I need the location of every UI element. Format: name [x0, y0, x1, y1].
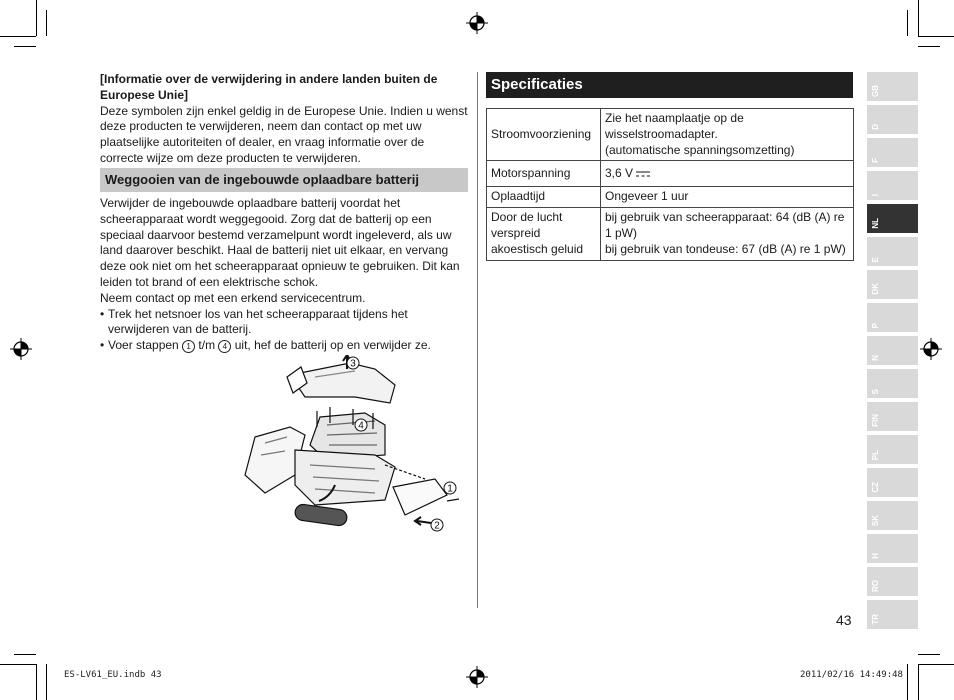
info-text: Deze symbolen zijn enkel geldig in de Europese Unie. Indien u wenst deze producten te verwijderen, neem dan contact op met uw plaatselijke autoriteiten of dealer, en vraag informatie over de correcte wijze om deze producten te verwijderen.	[100, 103, 468, 165]
step-number: 1	[182, 340, 195, 353]
language-tab-i	[867, 171, 918, 200]
section-title: Weggooien van de ingebouwde oplaadbare batterij	[100, 168, 468, 192]
language-tab-label: I	[871, 193, 880, 196]
language-tab-ro	[867, 567, 918, 596]
crop-mark	[0, 664, 36, 665]
page-number: 43	[836, 612, 852, 628]
spec-value: 3,6 V	[605, 165, 634, 180]
language-tab-label: SK	[871, 514, 880, 526]
footer-datetime: 2011/02/16 14:49:48	[800, 670, 903, 680]
crop-mark	[918, 46, 940, 47]
language-tab-label: NL	[871, 218, 880, 229]
language-tab-label: PL	[871, 449, 880, 460]
language-tab-fin	[867, 402, 918, 431]
crop-mark	[907, 664, 908, 700]
bullet-item	[100, 338, 470, 354]
column-divider	[477, 72, 478, 608]
language-tab-label: TR	[871, 614, 880, 625]
language-tab-nl	[867, 204, 918, 233]
spec-key: Stroomvoorziening	[487, 109, 601, 161]
crop-mark	[918, 664, 919, 700]
language-tab-p	[867, 303, 918, 332]
language-tab-d	[867, 105, 918, 134]
registration-mark-icon	[466, 12, 488, 34]
language-tab-label: DK	[871, 283, 880, 295]
info-heading: [Informatie over de verwijdering in andere landen buiten de Europese Unie]	[100, 72, 438, 102]
language-tab-h	[867, 534, 918, 563]
spec-value: Zie het naamplaatje op de wisselstroomadapter. (automatische spanningsomzetting)	[601, 109, 854, 161]
language-tab-label: FIN	[871, 414, 880, 427]
language-tab-label: F	[871, 158, 880, 163]
footer-file: ES-LV61_EU.indb 43	[64, 670, 162, 680]
crop-mark	[0, 36, 36, 37]
bullet-text: Voer stappen	[108, 338, 183, 353]
language-tab-f	[867, 138, 918, 167]
language-tab-tr	[867, 600, 918, 629]
language-tab-e	[867, 237, 918, 266]
bullet-text: uit, hef de batterij op en verwijder ze.	[231, 338, 431, 353]
crop-mark	[918, 0, 919, 36]
registration-mark-icon	[10, 338, 32, 360]
table-row	[487, 208, 854, 260]
language-tab-n	[867, 336, 918, 365]
spec-title: Specificaties	[486, 72, 853, 98]
crop-mark	[907, 10, 908, 36]
table-row	[487, 187, 854, 208]
spec-value: Ongeveer 1 uur	[601, 187, 854, 208]
language-tab-label: S	[871, 388, 880, 394]
language-tab-cz	[867, 468, 918, 497]
bullet-text: t/m	[195, 338, 219, 353]
crop-mark	[14, 46, 36, 47]
dc-symbol-icon	[636, 170, 650, 178]
spec-table	[486, 108, 854, 261]
spec-key: Motorspanning	[487, 161, 601, 187]
spec-value: bij gebruik van scheerapparaat: 64 (dB (A) re 1 pW) bij gebruik van tondeuse: 67 (dB (A) re 1 pW)	[601, 208, 854, 260]
language-tab-gb	[867, 72, 918, 101]
section-text: Verwijder de ingebouwde oplaadbare batterij voordat het scheerapparaat wordt weggegooid. Zorg dat de batterij op een speciaal daarvoor bestemd verzamelpunt wordt ingeleverd, als uw land daarover beschikt. Haal de batterij niet uit elkaar, en vervang deze ook niet om het scheerapparaat opnieuw te gebruiken. Dit kan leiden tot brand of een elektrische schok.	[100, 196, 460, 289]
spec-key: Door de lucht verspreid akoestisch geluid	[487, 208, 601, 260]
crop-mark	[46, 664, 47, 700]
registration-mark-icon	[466, 666, 488, 688]
step-number: 4	[218, 340, 231, 353]
figure-label: 4	[358, 420, 364, 432]
crop-mark	[918, 36, 954, 37]
battery-section	[100, 196, 470, 354]
table-row	[487, 109, 854, 161]
battery-removal-illustration	[235, 355, 465, 540]
figure-label: 1	[447, 483, 453, 495]
language-tab-label: D	[871, 124, 880, 130]
crop-mark	[918, 664, 954, 665]
registration-mark-icon	[920, 338, 942, 360]
crop-mark	[36, 0, 37, 36]
disposal-info	[100, 72, 470, 167]
crop-mark	[46, 10, 47, 36]
contact-text: Neem contact op met een erkend servicecentrum.	[100, 290, 366, 305]
figure-label: 2	[434, 520, 440, 532]
language-tab-label: GB	[871, 85, 880, 97]
language-tab-dk	[867, 270, 918, 299]
crop-mark	[36, 664, 37, 700]
language-tab-label: RO	[871, 580, 880, 592]
language-tab-label: H	[871, 553, 880, 559]
language-tab-label: P	[871, 322, 880, 328]
language-tab-label: N	[871, 355, 880, 361]
language-tab-label: E	[871, 256, 880, 262]
crop-mark	[14, 654, 36, 655]
figure-label: 3	[350, 358, 356, 370]
language-tab-sk	[867, 501, 918, 530]
spec-value-cell	[601, 161, 854, 187]
crop-mark	[918, 654, 940, 655]
bullet-item: • Trek het netsnoer los van het scheerapparaat tijdens het verwijderen van de batterij.	[100, 307, 470, 339]
table-row	[487, 161, 854, 187]
spec-key: Oplaadtijd	[487, 187, 601, 208]
language-tab-label: CZ	[871, 482, 880, 493]
language-tab-pl	[867, 435, 918, 464]
language-tab-s	[867, 369, 918, 398]
